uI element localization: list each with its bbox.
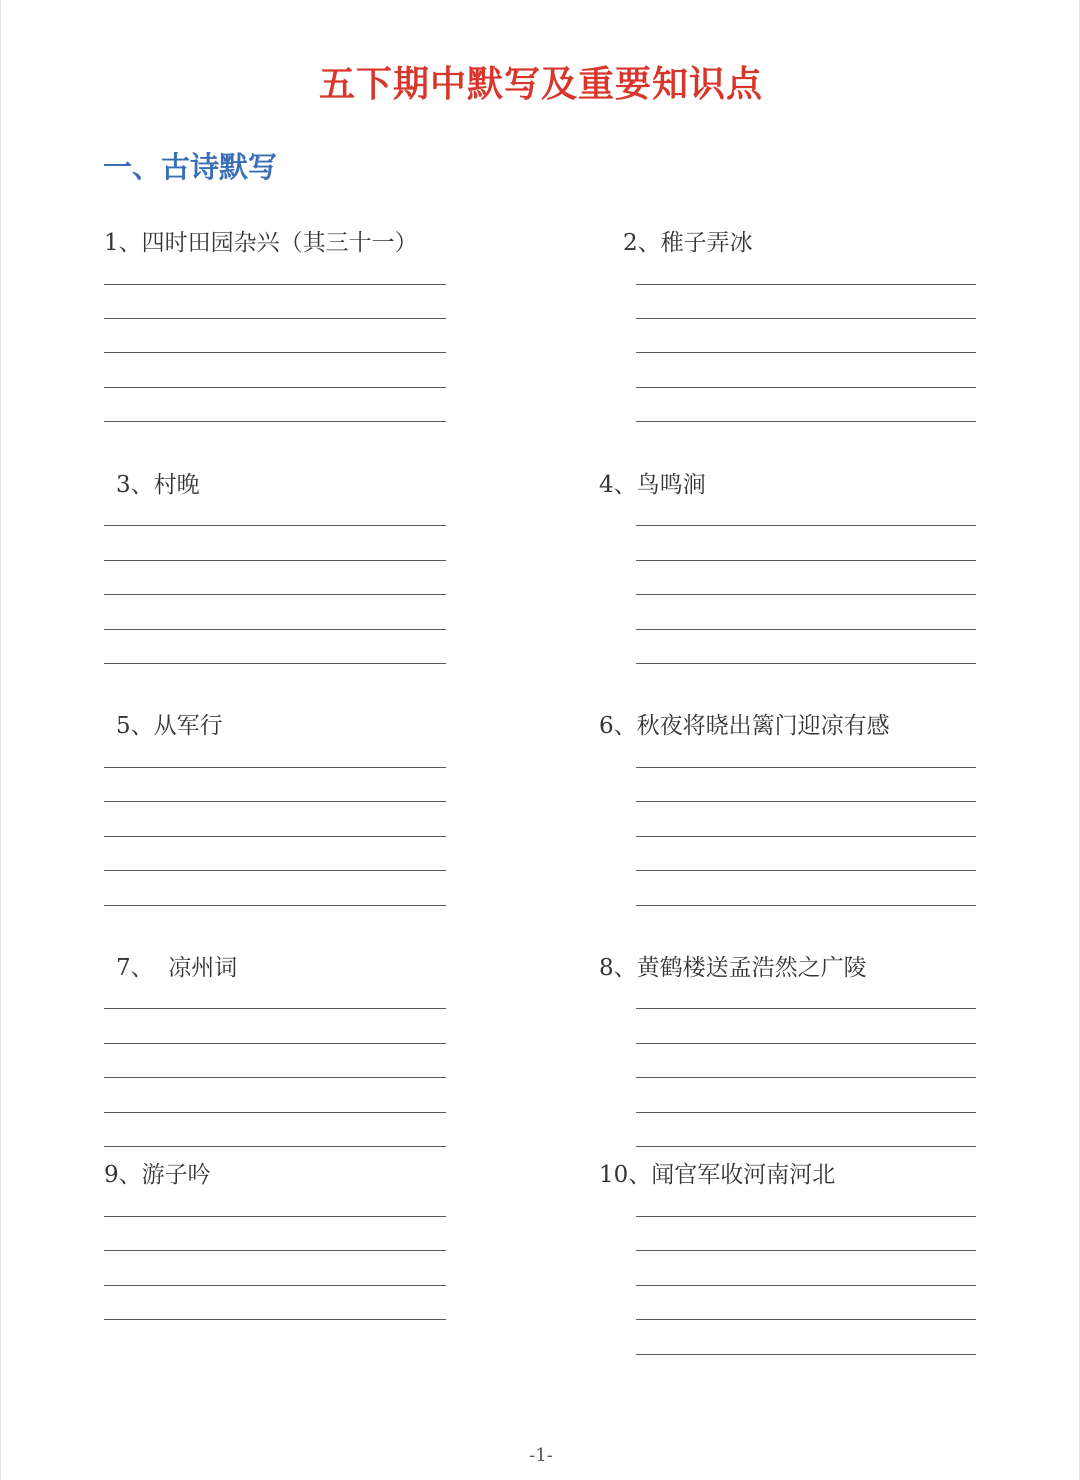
poem-title-4: 4、鸟鸣涧 — [599, 472, 706, 498]
answer-line[interactable] — [636, 421, 976, 422]
answer-line[interactable] — [636, 1250, 976, 1251]
poem-title-1: 1、四时田园杂兴（其三十一） — [104, 230, 418, 256]
poem-title-7: 7、 凉州词 — [116, 955, 238, 981]
answer-line[interactable] — [636, 284, 976, 285]
answer-line[interactable] — [636, 594, 976, 595]
poem-title-9: 9、游子吟 — [104, 1162, 211, 1188]
answer-line[interactable] — [104, 525, 446, 526]
answer-line[interactable] — [636, 1112, 976, 1113]
answer-line[interactable] — [636, 1319, 976, 1320]
answer-line[interactable] — [636, 560, 976, 561]
answer-line[interactable] — [104, 870, 446, 871]
answer-line[interactable] — [104, 905, 446, 906]
answer-line[interactable] — [104, 594, 446, 595]
answer-line[interactable] — [104, 836, 446, 837]
document-title: 五下期中默写及重要知识点 — [318, 63, 763, 105]
answer-line[interactable] — [104, 663, 446, 664]
answer-line[interactable] — [636, 1216, 976, 1217]
poem-title-5: 5、从军行 — [116, 713, 223, 739]
answer-line[interactable] — [636, 905, 976, 906]
section-heading: 一、古诗默写 — [103, 150, 278, 184]
answer-line[interactable] — [104, 1216, 446, 1217]
answer-line[interactable] — [104, 1112, 446, 1113]
answer-line[interactable] — [636, 801, 976, 802]
poem-title-10: 10、闻官军收河南河北 — [599, 1162, 836, 1188]
answer-line[interactable] — [636, 1008, 976, 1009]
answer-line[interactable] — [104, 1146, 446, 1147]
answer-line[interactable] — [104, 352, 446, 353]
answer-line[interactable] — [104, 1250, 446, 1251]
answer-line[interactable] — [636, 1285, 976, 1286]
answer-line[interactable] — [104, 560, 446, 561]
answer-line[interactable] — [636, 352, 976, 353]
answer-line[interactable] — [104, 284, 446, 285]
poem-title-2: 2、稚子弄冰 — [623, 230, 753, 256]
answer-line[interactable] — [636, 1354, 976, 1355]
answer-line[interactable] — [636, 870, 976, 871]
answer-line[interactable] — [104, 629, 446, 630]
answer-line[interactable] — [636, 663, 976, 664]
poem-title-8: 8、黄鹤楼送孟浩然之广陵 — [599, 955, 867, 981]
answer-line[interactable] — [636, 318, 976, 319]
answer-line[interactable] — [104, 1319, 446, 1320]
answer-line[interactable] — [636, 629, 976, 630]
answer-line[interactable] — [104, 1043, 446, 1044]
answer-line[interactable] — [636, 1146, 976, 1147]
answer-line[interactable] — [104, 387, 446, 388]
answer-line[interactable] — [636, 1043, 976, 1044]
answer-line[interactable] — [104, 767, 446, 768]
answer-line[interactable] — [104, 318, 446, 319]
answer-line[interactable] — [636, 836, 976, 837]
answer-line[interactable] — [104, 801, 446, 802]
answer-line[interactable] — [636, 767, 976, 768]
answer-line[interactable] — [104, 421, 446, 422]
answer-line[interactable] — [104, 1077, 446, 1078]
answer-line[interactable] — [104, 1008, 446, 1009]
answer-line[interactable] — [104, 1285, 446, 1286]
answer-line[interactable] — [636, 1077, 976, 1078]
answer-line[interactable] — [636, 387, 976, 388]
answer-line[interactable] — [636, 525, 976, 526]
poem-title-6: 6、秋夜将晓出篱门迎凉有感 — [599, 713, 890, 739]
poem-title-3: 3、村晚 — [116, 472, 200, 498]
page-number: -1- — [529, 1445, 553, 1466]
